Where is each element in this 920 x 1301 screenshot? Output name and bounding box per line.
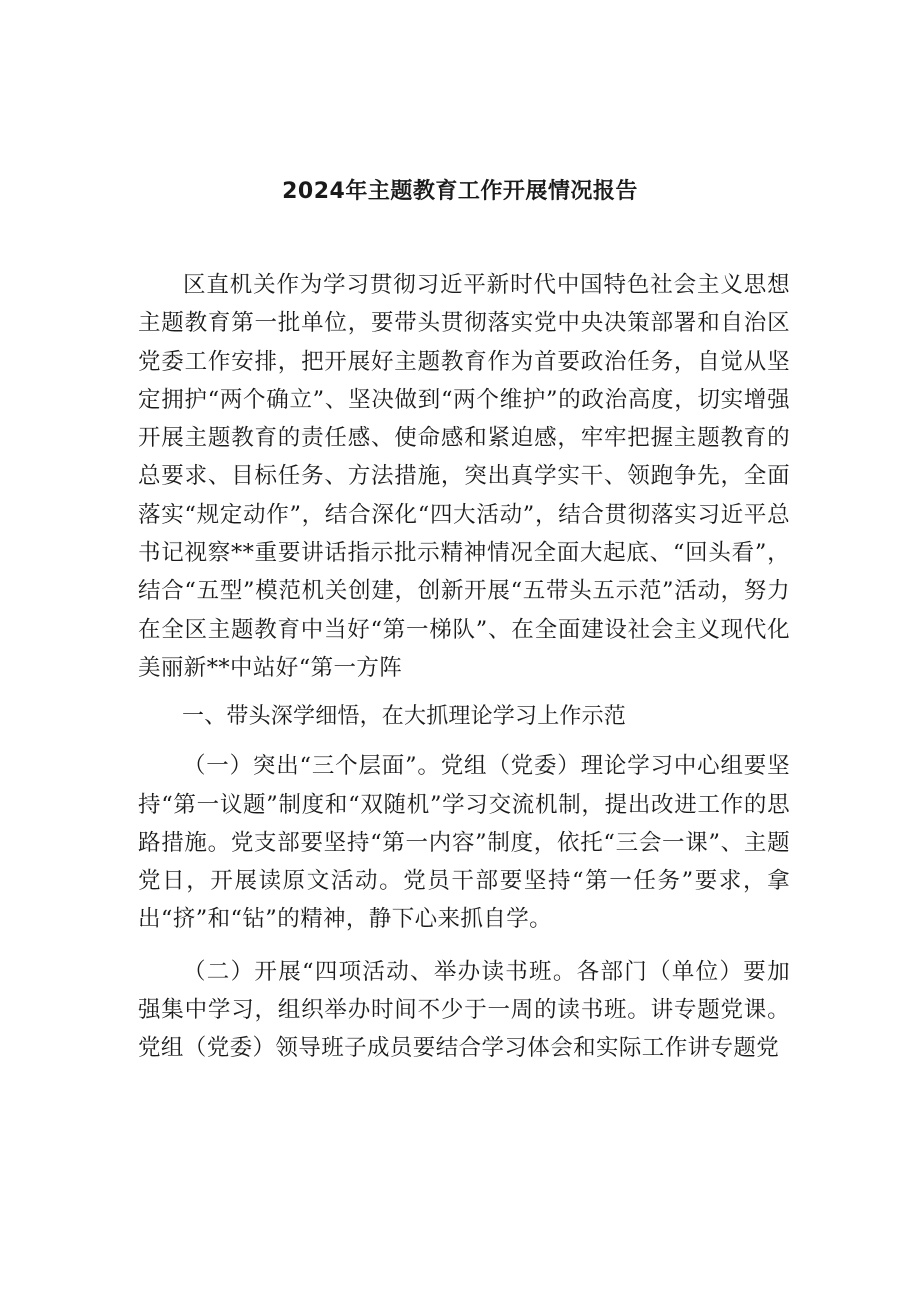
- paragraph-gap: [138, 939, 790, 953]
- document-title: 2024年主题教育工作开展情况报告: [282, 179, 638, 204]
- section-item-1-paragraph: （一）突出“三个层面”。党组（党委）理论学习中心组要坚持“第一议题”制度和“双随机”学习交流机制，提出改进工作的思路措施。党支部要坚持“第一内容”制度，依托“三会一课”、主题党日，开展读原文活动。党员干部要坚持“第一任务”要求，拿出“挤”和“钻”的精神，静下心来抓自学。: [138, 753, 790, 933]
- document-body: [138, 266, 790, 1068]
- section-item-2-paragraph: （二）开展“四项活动、举办读书班。各部门（单位）要加强集中学习，组织举办时间不少于一周的读书班。讲专题党课。党组（党委）领导班子成员要结合学习体会和实际工作讲专题党: [138, 958, 790, 1062]
- section-heading: 一、带头深学细悟，在大抓理论学习上作示范: [182, 704, 627, 730]
- intro-paragraph: 区直机关作为学习贯彻习近平新时代中国特色社会主义思想主题教育第一批单位，要带头贯彻落实党中央决策部署和自治区党委工作安排，把开展好主题教育作为首要政治任务，自觉从坚定拥护“两个确立”、坚决做到“两个维护”的政治高度，切实增强开展主题教育的责任感、使命感和紧迫感，牢牢把握主题教育的总要求、目标任务、方法措施，突出真学实干、领跑争先，全面落实“规定动作”，结合深化“四大活动”，结合贯彻落实习近平总书记视察**重要讲话指示批示精神情况全面大起底、“回头看”，结合“五型”模范机关创建，创新开展“五带头五示范”活动，努力在全区主题教育中当好“第一梯队”、在全面建设社会主义现代化美丽新**中站好“第一方阵: [138, 272, 790, 681]
